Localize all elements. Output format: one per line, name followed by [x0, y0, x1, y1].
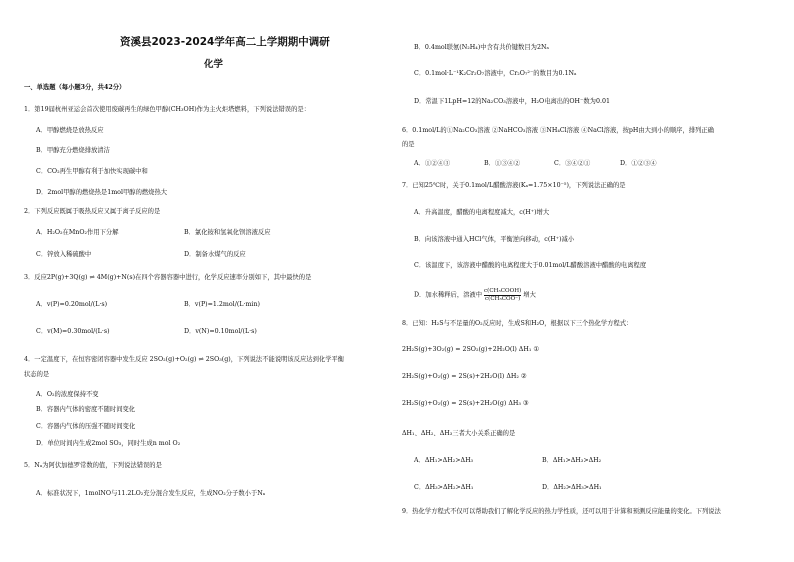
q2-option-d: D．制备水煤气的反应 — [184, 251, 246, 258]
q7-d-numerator: c(CH₃COOH) — [484, 288, 522, 294]
q8-option-d: D．ΔH₂>ΔH₃>ΔH₁ — [542, 484, 602, 491]
q5-option-c: C．0.1mol·L⁻¹K₂Cr₂O₇溶液中，Cr₂O₇²⁻的数目为0.1Nₐ — [414, 70, 577, 77]
q8-question: ΔH₁、ΔH₂、ΔH₃三者大小关系正确的是 — [402, 430, 516, 437]
q4-option-d: D．单位时间内生成2mol SO₃，同时生成n mol O₂ — [36, 440, 181, 447]
exam-title: 资溪县2023-2024学年高二上学期期中调研 — [120, 36, 330, 48]
q8-option-b: B．ΔH₁>ΔH₃>ΔH₂ — [542, 457, 602, 464]
q3-option-d: D．v(N)=0.10mol/(L·s) — [184, 328, 257, 335]
q2-option-a: A．H₂O₂在MnO₂作用下分解 — [36, 229, 119, 236]
q7-d-fraction — [484, 288, 521, 302]
q6-option-b: B．①③④② — [484, 160, 521, 167]
q4-stem: 4．一定温度下，在恒容密闭容器中发生反应 2SO₂(g)+O₂(g) ⇌ 2SO₃(g)，下列说法不能说明该反应达到化学平衡 — [24, 356, 345, 363]
q1-option-c: C．CO₂再生甲醇有利于加快实现碳中和 — [36, 168, 148, 175]
q1-option-d: D．2mol甲醇的燃烧热是1mol甲醇的燃烧热大 — [36, 189, 168, 196]
q7-option-a: A．升高温度，醋酸的电离程度减大，c(H⁺)增大 — [414, 209, 550, 216]
section-heading: 一、单选题（每小题3分，共42分） — [24, 84, 126, 91]
q4-stem-cont: 状态的是 — [24, 371, 50, 378]
q7-option-d — [414, 288, 536, 302]
q5-stem: 5．Nₐ为阿伏加德罗常数的值，下列说法错误的是 — [24, 462, 162, 469]
q5-option-a: A．标准状况下，1molNO与11.2LO₂充分混合发生反应，生成NO₂分子数小于Nₐ — [36, 490, 266, 497]
q7-d-suffix: 增大 — [523, 291, 536, 299]
q3-stem: 3．反应2P(g)+3Q(g) ⇌ 4M(g)+N(s)在四个容器容器中进行，化学反应速率分别如下，其中最快的是 — [24, 274, 312, 281]
q4-option-a: A．O₂的浓度保持不变 — [36, 391, 99, 398]
q4-option-c: C．容器内气体的压强不随时间变化 — [36, 423, 136, 430]
q7-option-b: B．向该溶液中通入HCl气体，平衡逆向移动，c(H⁺)减小 — [414, 236, 575, 243]
q1-option-a: A．甲醇燃烧是放热反应 — [36, 127, 104, 134]
q7-d-prefix: D．加水稀释后，溶液中 — [414, 291, 483, 299]
q6-option-d: D．①②③④ — [620, 160, 657, 167]
q6-option-c: C．③④②① — [554, 160, 591, 167]
subject-title: 化学 — [204, 59, 224, 70]
q3-option-a: A．v(P)=0.20mol/(L·s) — [36, 301, 108, 308]
q6-option-a: A．①②④③ — [414, 160, 451, 167]
q8-option-c: C．ΔH₃>ΔH₂>ΔH₁ — [414, 484, 474, 491]
q6-stem: 6．0.1mol/L的①Na₂CO₃溶液 ②NaHCO₃溶液 ③NH₄Cl溶液 ④NaCl溶液，按pH由大到小的顺序，排列正确 — [402, 127, 714, 134]
q2-option-b: B．氯化铵和氢氧化钡溶液反应 — [184, 229, 271, 236]
q3-option-b: B．v(P)=1.2mol/(L·min) — [184, 301, 260, 308]
q7-stem: 7．已知25℃时，关于0.1mol/L醋酸溶液(Kₐ=1.75×10⁻⁵)，下列说法正确的是 — [402, 182, 626, 189]
q8-equation-3: 2H₂S(g)+O₂(g) = 2S(s)+2H₂O(g) ΔH₃ ③ — [402, 400, 529, 407]
q8-equation-2: 2H₂S(g)+O₂(g) = 2S(s)+2H₂O(l) ΔH₂ ② — [402, 373, 527, 380]
q2-stem: 2．下列反应既属于吸热反应又属于离子反应的是 — [24, 208, 161, 215]
q8-option-a: A．ΔH₁>ΔH₂>ΔH₃ — [414, 457, 474, 464]
q5-option-b: B．0.4mol联氨(N₂H₄)中含有共价键数目为2Nₐ — [414, 44, 549, 51]
q7-option-c: C．该温度下，该溶液中醋酸的电离程度大于0.01mol/L醋酸溶液中醋酸的电离程度 — [414, 262, 647, 269]
q7-d-denominator: c(CH₃COO⁻) — [485, 295, 521, 302]
q3-option-c: C．v(M)=0.30mol/(L·s) — [36, 328, 110, 335]
q8-equation-1: 2H₂S(g)+3O₂(g) = 2SO₂(g)+2H₂O(l) ΔH₁ ① — [402, 346, 540, 353]
q8-stem: 8．已知：H₂S与不足量的O₂反应时，生成S和H₂O，根据以下三个热化学方程式： — [402, 320, 633, 327]
q1-stem: 1．第19届杭州亚运会首次使用废碳再生的绿色甲醇(CH₃OH)作为主火炬塔燃料，下列说法错误的是： — [24, 106, 310, 113]
q1-option-b: B．甲醇充分燃烧排放清洁 — [36, 147, 110, 154]
q4-option-b: B．容器内气体的密度不随时间变化 — [36, 406, 136, 413]
q9-stem: 9．热化学方程式不仅可以帮助我们了解化学反应的热力学性质，还可以用于计算和预测反应能量的变化。下列说法 — [402, 508, 721, 515]
q6-stem-cont: 的是 — [402, 141, 415, 148]
q2-option-c: C．锌放入稀硫酸中 — [36, 251, 92, 258]
q5-option-d: D．常温下1LpH=12的Na₂CO₃溶液中，H₂O电离出的OH⁻数为0.01 — [414, 98, 610, 105]
